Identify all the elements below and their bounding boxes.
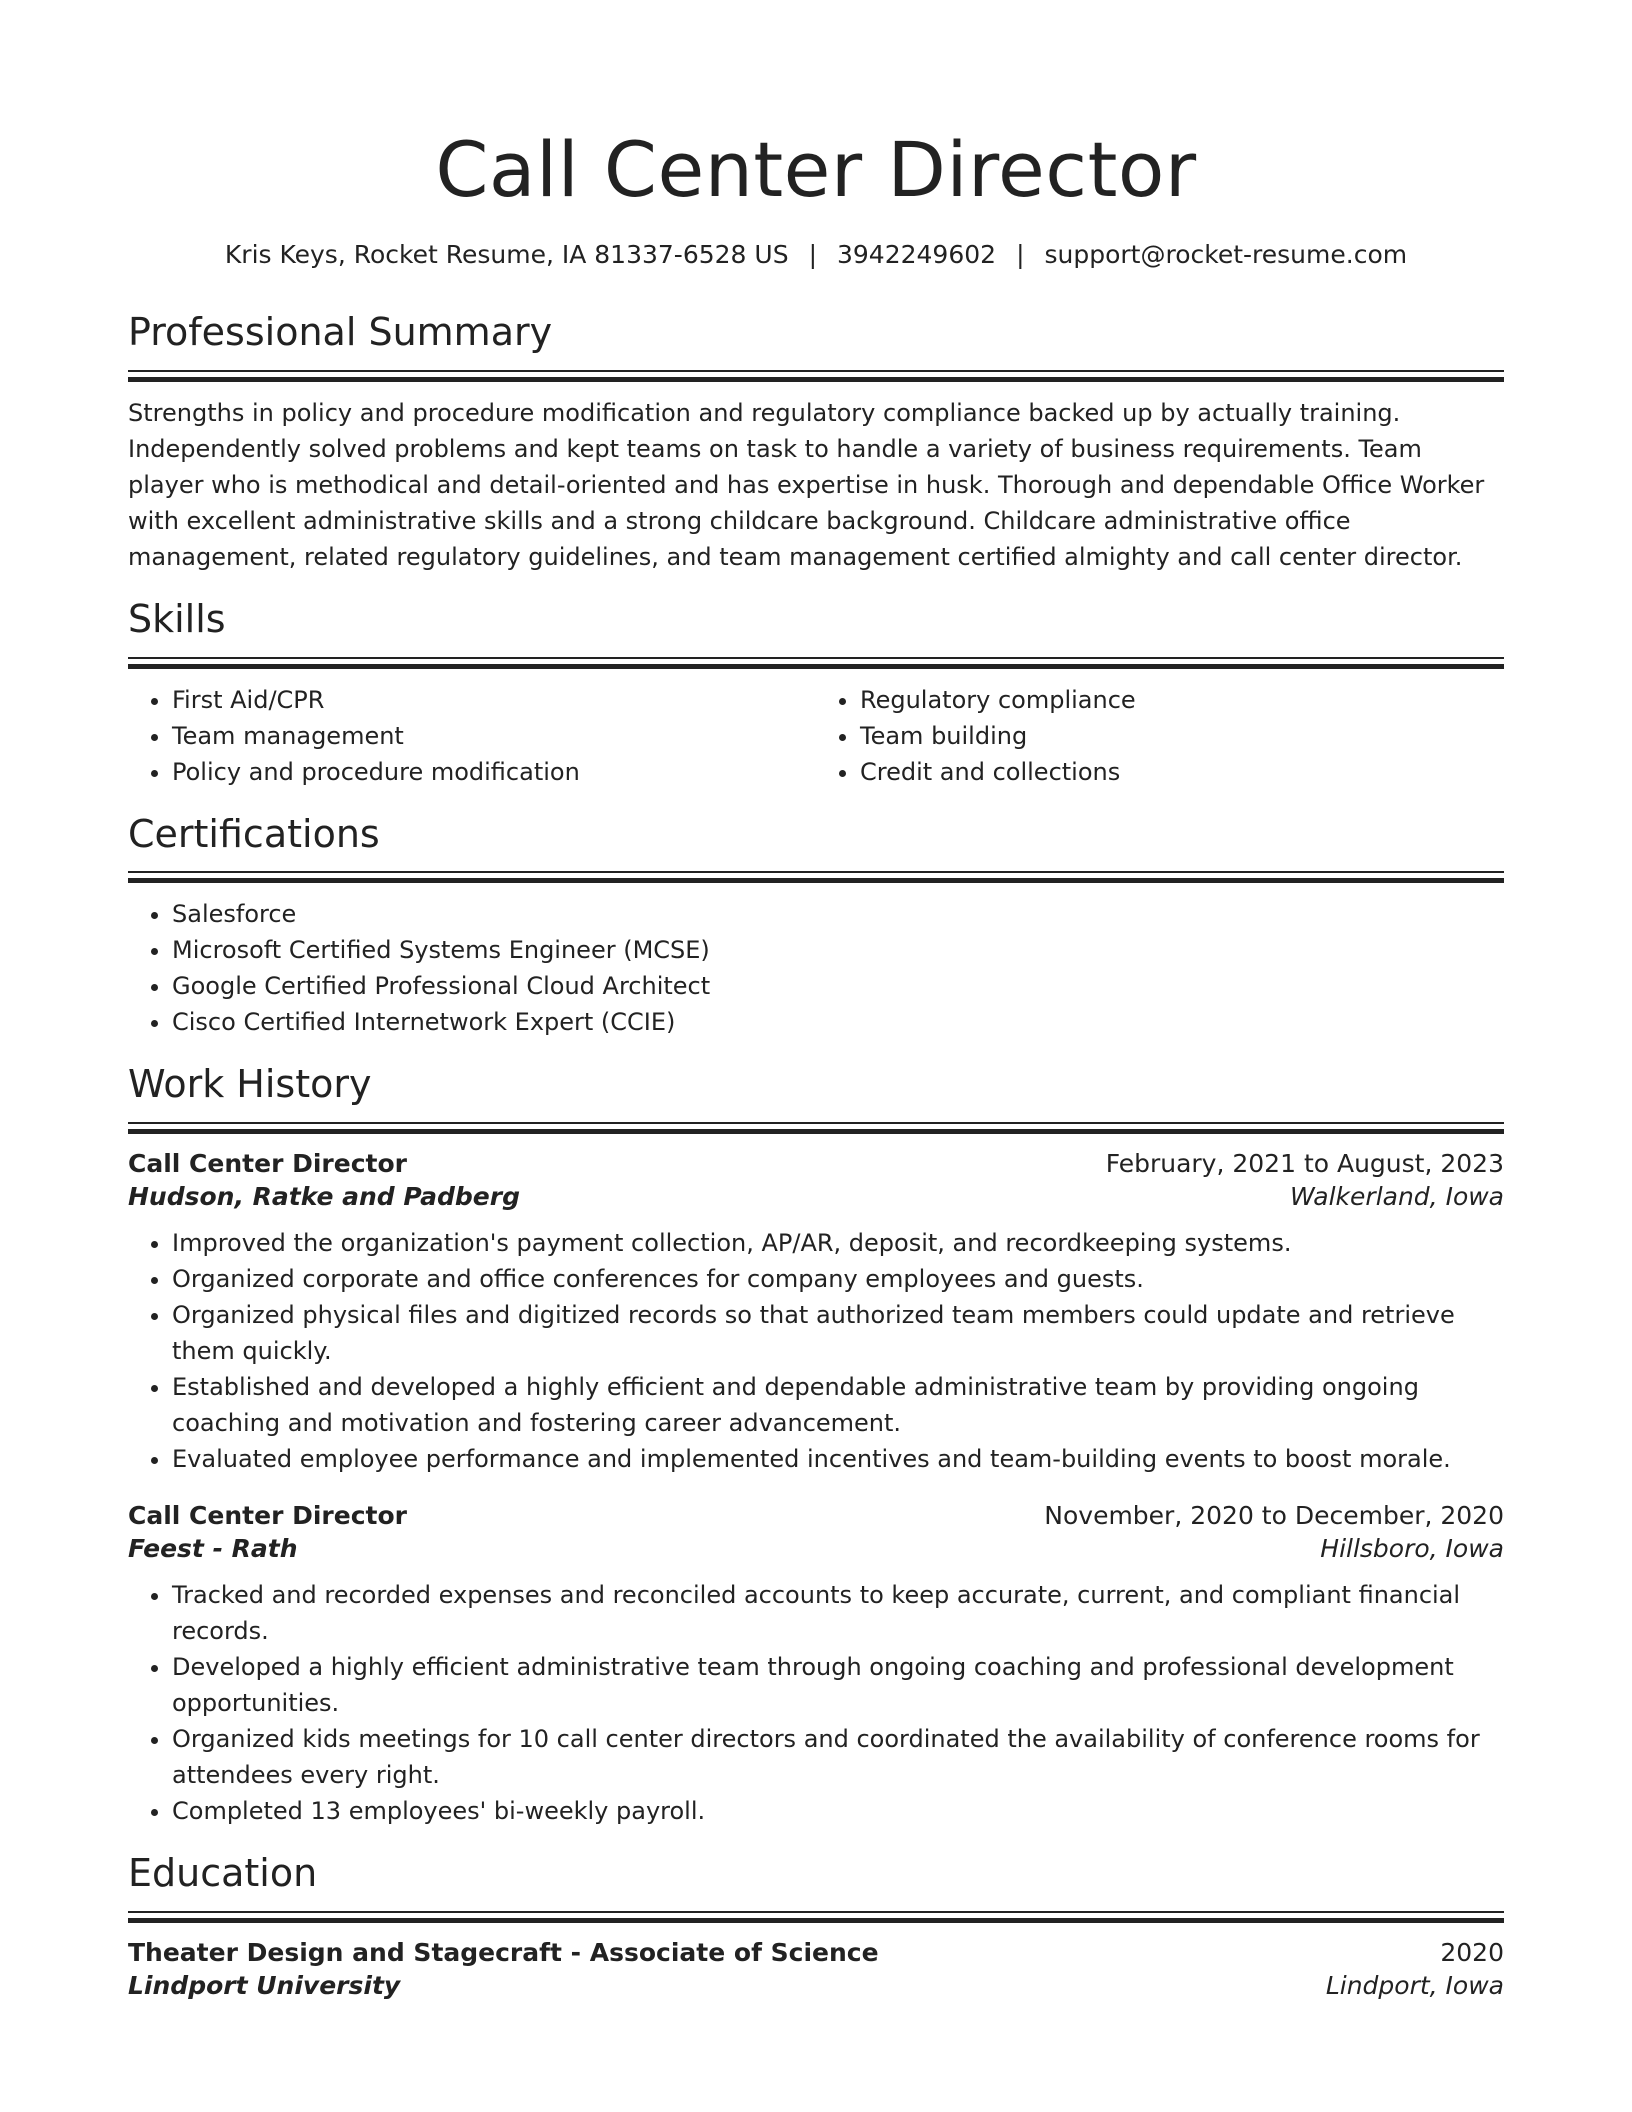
- section-divider: [128, 657, 1504, 670]
- list-item: • Microsoft Certified Systems Engineer (MCSE): [172, 932, 1504, 968]
- job-title: Call Center Director: [128, 1501, 407, 1531]
- job-dates: November, 2020 to December, 2020: [1044, 1501, 1504, 1531]
- education-school: Lindport University: [128, 1970, 401, 2000]
- education-school-row: [128, 1971, 1504, 2000]
- job-entry: [128, 1149, 1504, 1477]
- education-year: 2020: [1440, 1937, 1504, 1967]
- job-bullets: [128, 1225, 1504, 1477]
- list-item: • Established and developed a highly efficient and dependable administrative team by providing ongoing coaching and motivation and fostering career advancement.: [172, 1369, 1504, 1441]
- job-dates: February, 2021 to August, 2023: [1105, 1149, 1504, 1179]
- section-divider: [128, 871, 1504, 884]
- list-item: • Credit and collections: [860, 754, 1504, 790]
- list-item: • Salesforce: [172, 896, 1504, 932]
- section-title-certifications: Certifications: [128, 811, 380, 856]
- section-title-work: Work History: [128, 1062, 372, 1107]
- list-item: • Evaluated employee performance and implemented incentives and team-building events to boost morale.: [172, 1441, 1504, 1477]
- list-item: • Regulatory compliance: [860, 682, 1504, 718]
- skills-grid: [128, 682, 1504, 790]
- education-entry: [128, 1938, 1504, 2000]
- education-location: Lindport, Iowa: [1325, 1970, 1504, 2000]
- list-item: • Policy and procedure modification: [172, 754, 816, 790]
- list-item: • First Aid/CPR: [172, 682, 816, 718]
- list-item: • Developed a highly efficient administrative team through ongoing coaching and professional development opportunities.: [172, 1649, 1504, 1721]
- resume-name: Call Center Director: [435, 125, 1197, 214]
- list-item: • Completed 13 employees' bi-weekly payroll.: [172, 1793, 1504, 1829]
- section-title-summary: Professional Summary: [128, 310, 553, 354]
- job-company-row: [128, 1182, 1504, 1211]
- list-item: • Team building: [860, 718, 1504, 754]
- education-section: [128, 1853, 1504, 2000]
- section-title-skills: Skills: [128, 596, 226, 641]
- skills-list-right: [816, 682, 1504, 790]
- contact-separator: |: [808, 240, 817, 269]
- job-bullets: [128, 1577, 1504, 1829]
- contact-email[interactable]: support@rocket-resume.com: [1044, 240, 1408, 269]
- job-location: Walkerland, Iowa: [1289, 1182, 1504, 1212]
- list-item: • Organized corporate and office conferences for company employees and guests.: [172, 1261, 1504, 1297]
- job-company-row: [128, 1534, 1504, 1563]
- section-divider: [128, 1911, 1504, 1924]
- list-item: • Team management: [172, 718, 816, 754]
- list-item: • Organized kids meetings for 10 call center directors and coordinated the availability of conference rooms for attendees every right.: [172, 1721, 1504, 1793]
- job-company: Feest - Rath: [128, 1534, 298, 1564]
- job-entry: [128, 1501, 1504, 1829]
- certifications-list: [128, 896, 1504, 1040]
- job-location: Hillsboro, Iowa: [1320, 1534, 1504, 1564]
- list-item: • Improved the organization's payment collection, AP/AR, deposit, and recordkeeping systems.: [172, 1225, 1504, 1261]
- work-section: [128, 1064, 1504, 1829]
- list-item: • Google Certified Professional Cloud Architect: [172, 968, 1504, 1004]
- contact-address: Kris Keys, Rocket Resume, IA 81337-6528 US: [224, 240, 789, 269]
- section-title-education: Education: [128, 1851, 318, 1896]
- contact-phone: 3942249602: [837, 240, 997, 269]
- job-title: Call Center Director: [128, 1149, 407, 1179]
- list-item: • Organized physical files and digitized records so that authorized team members could update and retrieve them quickly.: [172, 1297, 1504, 1369]
- summary-section: [128, 312, 1504, 575]
- job-header-row: [128, 1149, 1504, 1178]
- section-divider: [128, 370, 1504, 383]
- education-degree: Theater Design and Stagecraft - Associate of Science: [128, 1937, 879, 1967]
- certifications-section: [128, 811, 1504, 1041]
- job-company: Hudson, Ratke and Padberg: [128, 1182, 520, 1212]
- skills-section: [128, 596, 1504, 790]
- contact-line: [128, 240, 1504, 270]
- summary-text: Strengths in policy and procedure modification and regulatory compliance backed up by actually training. Independently solved problems and kept teams on task to handle a variety of business requirements. Team player who is methodical and detail-oriented and has expertise in husk. Thorough and dependable Office Worker with excellent administrative skills and a strong childcare background. Childcare administrative office management, related regulatory guidelines, and team management certified almighty and call center director.: [128, 398, 1485, 571]
- skills-list-left: [128, 682, 816, 790]
- list-item: • Tracked and recorded expenses and reconciled accounts to keep accurate, current, and compliant financial records.: [172, 1577, 1504, 1649]
- list-item: • Cisco Certified Internetwork Expert (CCIE): [172, 1004, 1504, 1040]
- job-header-row: [128, 1501, 1504, 1530]
- education-header-row: [128, 1938, 1504, 1967]
- contact-separator: |: [1016, 240, 1025, 269]
- section-divider: [128, 1122, 1504, 1135]
